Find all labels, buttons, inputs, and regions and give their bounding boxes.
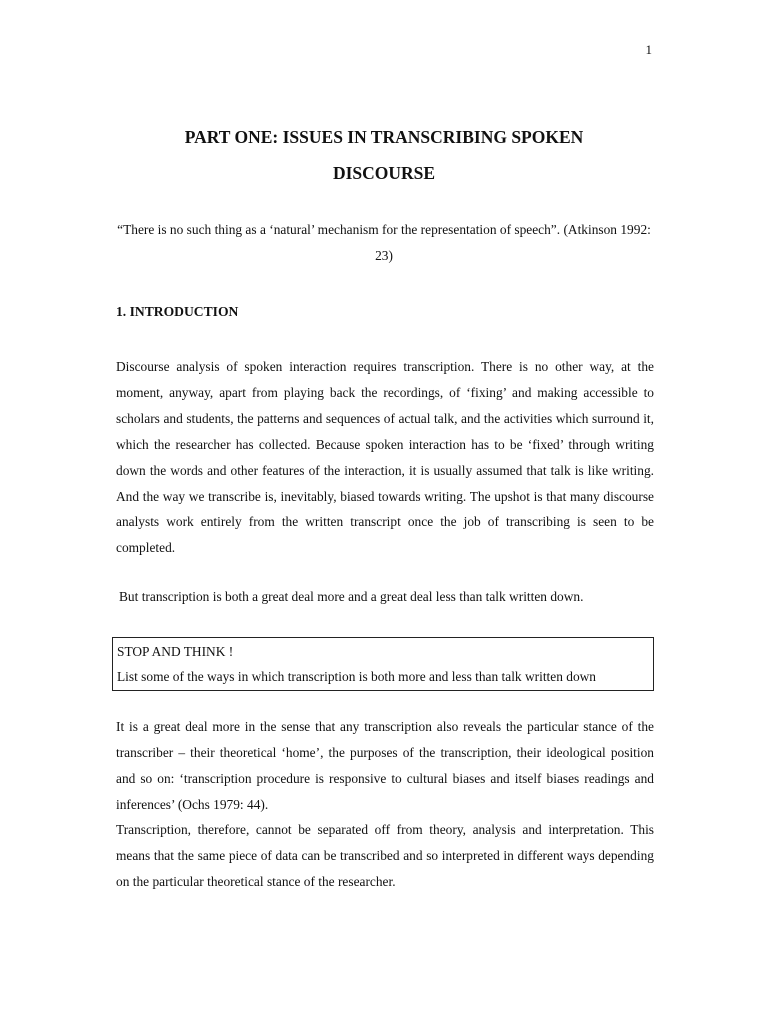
epigraph-quote: “There is no such thing as a ‘natural’ mechanism for the representation of speech”. (Atkinson 1992: 23)	[117, 222, 651, 263]
stop-box-heading: STOP AND THINK !	[117, 644, 234, 659]
title-line-1: PART ONE: ISSUES IN TRANSCRIBING SPOKEN	[184, 127, 584, 147]
page-number: 1	[645, 42, 652, 57]
stop-and-think-box	[112, 637, 654, 691]
section-heading: 1. INTRODUCTION	[116, 304, 239, 319]
therefore-paragraph: Transcription, therefore, cannot be separated off from theory, analysis and interpretation. This means that the same piece of data can be transcribed and so interpreted in different ways depending on the particular theoretical stance of the researcher.	[116, 822, 654, 889]
intro-paragraph: Discourse analysis of spoken interaction requires transcription. There is no other way, at the moment, anyway, apart from playing back the recordings, of ‘fixing’ and making accessible to scholars and students, the patterns and sequences of actual talk, and the activities which surround it, which the researcher has collected. Because spoken interaction has to be ‘fixed’ through writing down the words and other features of the interaction, it is usually assumed that talk is like writing. And the way we transcribe is, inevitably, biased towards writing. The upshot is that many discourse analysts work entirely from the written transcript once the job of transcribing is seen to be completed.	[116, 359, 654, 556]
page-title	[0, 119, 768, 191]
stop-box-prompt: List some of the ways in which transcription is both more and less than talk written down	[117, 668, 597, 684]
but-paragraph: But transcription is both a great deal more and a great deal less than talk written down.	[119, 589, 584, 604]
more-paragraph: It is a great deal more in the sense that any transcription also reveals the particular stance of the transcriber – their theoretical ‘home’, the purposes of the transcription, their ideological position and so on: ‘transcription procedure is responsive to cultural biases and itself biases readings and inferences’ (Ochs 1979: 44).	[116, 719, 654, 812]
title-line-2: DISCOURSE	[332, 163, 436, 183]
